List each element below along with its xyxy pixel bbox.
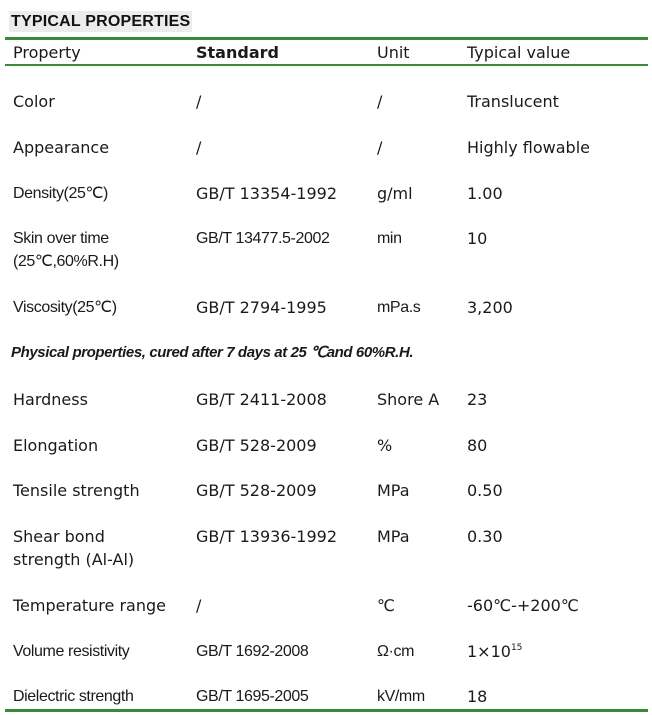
title-block bbox=[9, 11, 192, 32]
row-unit: % bbox=[377, 436, 393, 455]
row-property: Density(25℃) bbox=[13, 185, 108, 202]
row-property: Tensile strength bbox=[13, 481, 140, 500]
row-property: Shear bond bbox=[13, 527, 105, 546]
row-property: Dielectric strength bbox=[13, 688, 134, 705]
row-value: 3,200 bbox=[467, 298, 513, 317]
row-unit: mPa.s bbox=[377, 299, 421, 316]
row-unit: / bbox=[377, 138, 383, 157]
row-standard: GB/T 528-2009 bbox=[196, 481, 317, 500]
row-standard: GB/T 1692-2008 bbox=[196, 643, 309, 660]
row-unit: Shore A bbox=[377, 390, 440, 409]
row-property: Skin over time bbox=[13, 230, 109, 247]
row-value-wrap bbox=[467, 641, 522, 663]
bottom-rule bbox=[5, 709, 648, 712]
row-property: Volume resistivity bbox=[13, 643, 130, 660]
row-unit: g/ml bbox=[377, 184, 413, 203]
row-property: Hardness bbox=[13, 390, 88, 409]
row-standard: GB/T 2794-1995 bbox=[196, 298, 327, 317]
row-standard: / bbox=[196, 138, 202, 157]
row-standard: / bbox=[196, 92, 202, 111]
row-property-line2: strength (Al-Al) bbox=[13, 550, 135, 569]
row-value: 0.30 bbox=[467, 527, 503, 546]
row-standard: GB/T 2411-2008 bbox=[196, 390, 327, 409]
row-value: Translucent bbox=[467, 92, 559, 111]
row-standard: GB/T 13354-1992 bbox=[196, 184, 338, 203]
header-property: Property bbox=[13, 43, 81, 62]
row-property: Color bbox=[13, 92, 55, 111]
row-standard: GB/T 1695-2005 bbox=[196, 688, 309, 705]
row-standard: / bbox=[196, 596, 202, 615]
row-unit: Ω·cm bbox=[377, 643, 415, 660]
row-unit: ℃ bbox=[377, 596, 395, 615]
row-value: Highly flowable bbox=[467, 138, 590, 157]
header-unit: Unit bbox=[377, 43, 410, 62]
row-value: -60℃-+200℃ bbox=[467, 596, 579, 615]
row-value: 0.50 bbox=[467, 481, 503, 500]
row-value: 18 bbox=[467, 687, 488, 706]
row-unit: min bbox=[377, 230, 402, 247]
row-value-exponent: 15 bbox=[510, 643, 523, 653]
row-standard: GB/T 13936-1992 bbox=[196, 527, 338, 546]
row-property-line2: (25℃,60%R.H) bbox=[13, 253, 119, 270]
row-value: 1×10 bbox=[467, 642, 511, 661]
row-property: Temperature range bbox=[13, 596, 166, 615]
row-property: Appearance bbox=[13, 138, 110, 157]
header-rule bbox=[5, 64, 648, 66]
top-rule bbox=[5, 37, 648, 40]
header-value: Typical value bbox=[467, 43, 571, 62]
row-property: Viscosity(25℃) bbox=[13, 299, 117, 316]
section-heading: Physical properties, cured after 7 days at 25 ℃and 60%R.H. bbox=[11, 344, 414, 361]
row-unit: kV/mm bbox=[377, 688, 425, 705]
header-standard: Standard bbox=[196, 43, 279, 62]
row-value: 10 bbox=[467, 229, 488, 248]
row-value: 80 bbox=[467, 436, 488, 455]
row-unit: / bbox=[377, 92, 383, 111]
row-unit: MPa bbox=[377, 481, 410, 500]
row-property: Elongation bbox=[13, 436, 99, 455]
page-title: TYPICAL PROPERTIES bbox=[11, 13, 191, 30]
row-value: 23 bbox=[467, 390, 488, 409]
row-standard: GB/T 528-2009 bbox=[196, 436, 317, 455]
row-value: 1.00 bbox=[467, 184, 503, 203]
row-unit: MPa bbox=[377, 527, 410, 546]
row-standard: GB/T 13477.5-2002 bbox=[196, 230, 330, 247]
